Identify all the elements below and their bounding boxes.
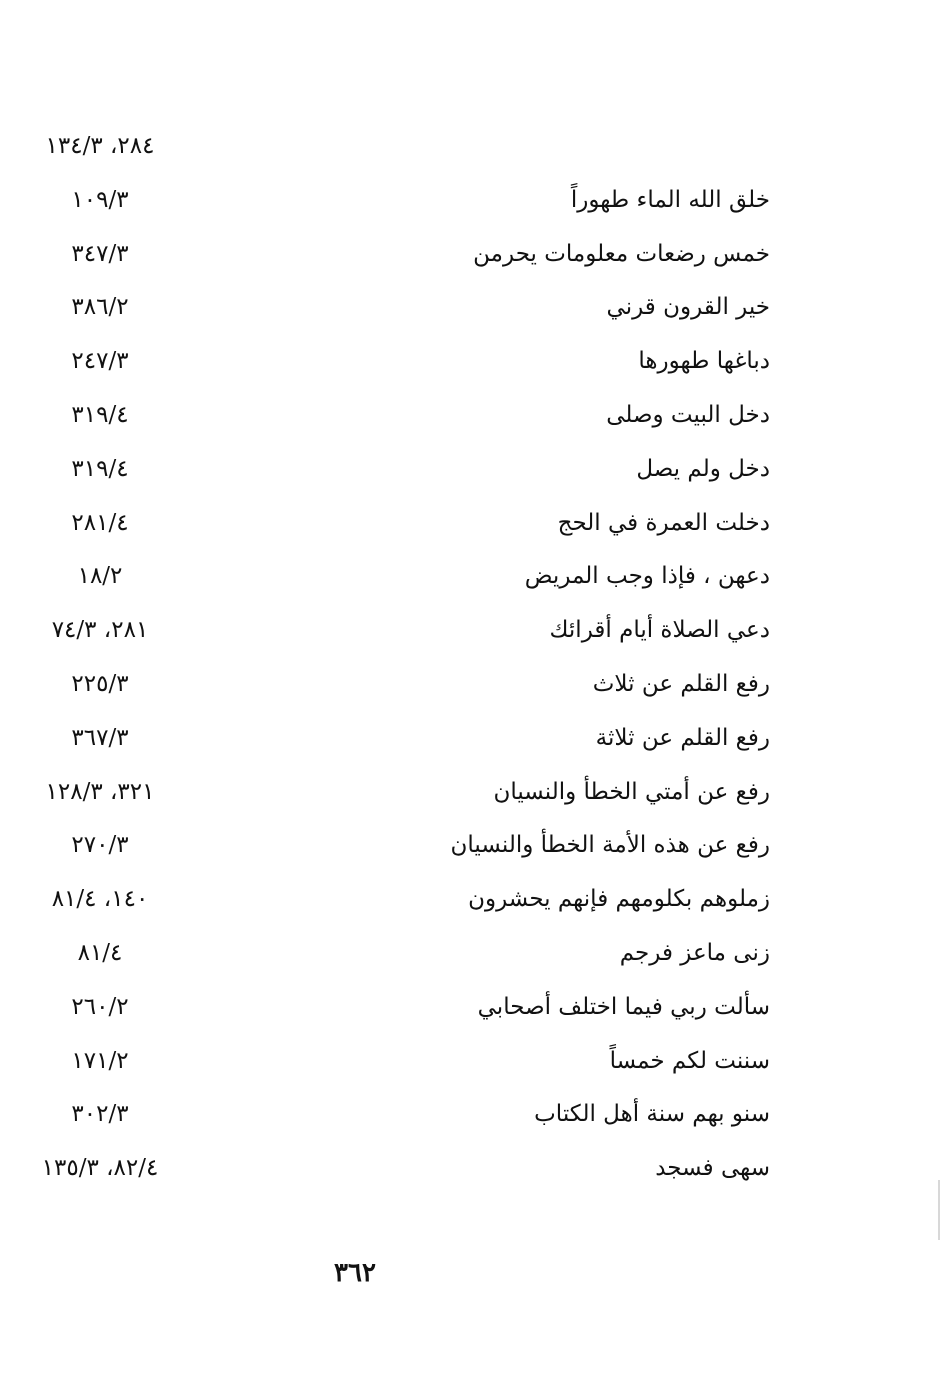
index-entry (0, 550, 948, 604)
index-entry (0, 443, 948, 497)
hadith-text: زنى ماعز فرجم (619, 939, 770, 966)
reference: ٣٠٢/٣ (71, 1101, 129, 1128)
hadith-text: رفع عن أمتي الخطأ والنسيان (493, 778, 770, 805)
reference: ٣٨٦/٢ (71, 294, 129, 321)
reference: ٨٢/٤، ١٣٥/٣ (41, 1155, 159, 1182)
reference: ١٠٩/٣ (71, 186, 129, 213)
index-entry (0, 658, 948, 712)
hadith-text: خير القرون قرني (606, 294, 770, 321)
hadith-text: رفع عن هذه الأمة الخطأ والنسيان (450, 832, 770, 859)
reference: ١٧١/٢ (71, 1047, 129, 1074)
reference: ٢٤٧/٣ (71, 348, 129, 375)
index-entry (0, 389, 948, 443)
hadith-text: دباغها طهورها (638, 348, 770, 375)
index-entry (0, 497, 948, 551)
index-entry (0, 604, 948, 658)
hadith-text: دخل ولم يصل (636, 455, 770, 482)
hadith-text: سننت لكم خمساً (609, 1047, 770, 1074)
index-entry (0, 228, 948, 282)
reference: ٣٦٧/٣ (71, 724, 129, 751)
reference: ٢٨١، ٧٤/٣ (51, 617, 149, 644)
hadith-text: خمس رضعات معلومات يحرمن (473, 240, 770, 267)
reference: ٢٧٠/٣ (71, 832, 129, 859)
hadith-text: سنو بهم سنة أهل الكتاب (534, 1101, 770, 1128)
hadith-text: دخلت العمرة في الحج (557, 509, 770, 536)
index-entry (0, 712, 948, 766)
hadith-text: دخل البيت وصلى (606, 401, 770, 428)
hadith-text: خلق الله الماء طهوراً (570, 186, 770, 213)
hadith-text: سهى فسجد (655, 1155, 770, 1182)
reference: ٣١٩/٤ (71, 401, 129, 428)
reference: ١٤٠، ٨١/٤ (51, 886, 149, 913)
reference: ٢٨٤، ١٣٤/٣ (45, 133, 155, 159)
reference: ٨١/٤ (77, 939, 123, 966)
index-entry (0, 981, 948, 1035)
hadith-text: دعي الصلاة أيام أقرائك (549, 617, 770, 644)
index-entry (0, 927, 948, 981)
reference: ٣٢١، ١٢٨/٣ (45, 778, 155, 805)
hadith-text: رفع القلم عن ثلاثة (595, 724, 770, 751)
reference: ٢٢٥/٣ (71, 670, 129, 697)
reference: ٣٤٧/٣ (71, 240, 129, 267)
index-entry (0, 766, 948, 820)
hadith-text: سألت ربي فيما اختلف أصحابي (477, 993, 770, 1020)
index-entry (0, 873, 948, 927)
index-entry (0, 1035, 948, 1089)
reference: ٢٨١/٤ (71, 509, 129, 536)
index-entry (0, 1088, 948, 1142)
hadith-text: زملوهم بكلومهم فإنهم يحشرون (468, 886, 770, 913)
page-number: ٣٦٢ (334, 1258, 376, 1288)
hadith-index-list (0, 120, 948, 1196)
index-entry (0, 1142, 948, 1196)
reference: ٣١٩/٤ (71, 455, 129, 482)
index-entry (0, 819, 948, 873)
reference: ١٨/٢ (77, 563, 123, 590)
hadith-text: رفع القلم عن ثلاث (592, 670, 770, 697)
index-entry (0, 174, 948, 228)
hadith-text: دعهن ، فإذا وجب المريض (524, 563, 770, 590)
index-entry (0, 335, 948, 389)
reference: ٢٦٠/٢ (71, 993, 129, 1020)
index-entry (0, 281, 948, 335)
scan-edge-mark (938, 1180, 940, 1240)
index-entry (0, 120, 948, 174)
